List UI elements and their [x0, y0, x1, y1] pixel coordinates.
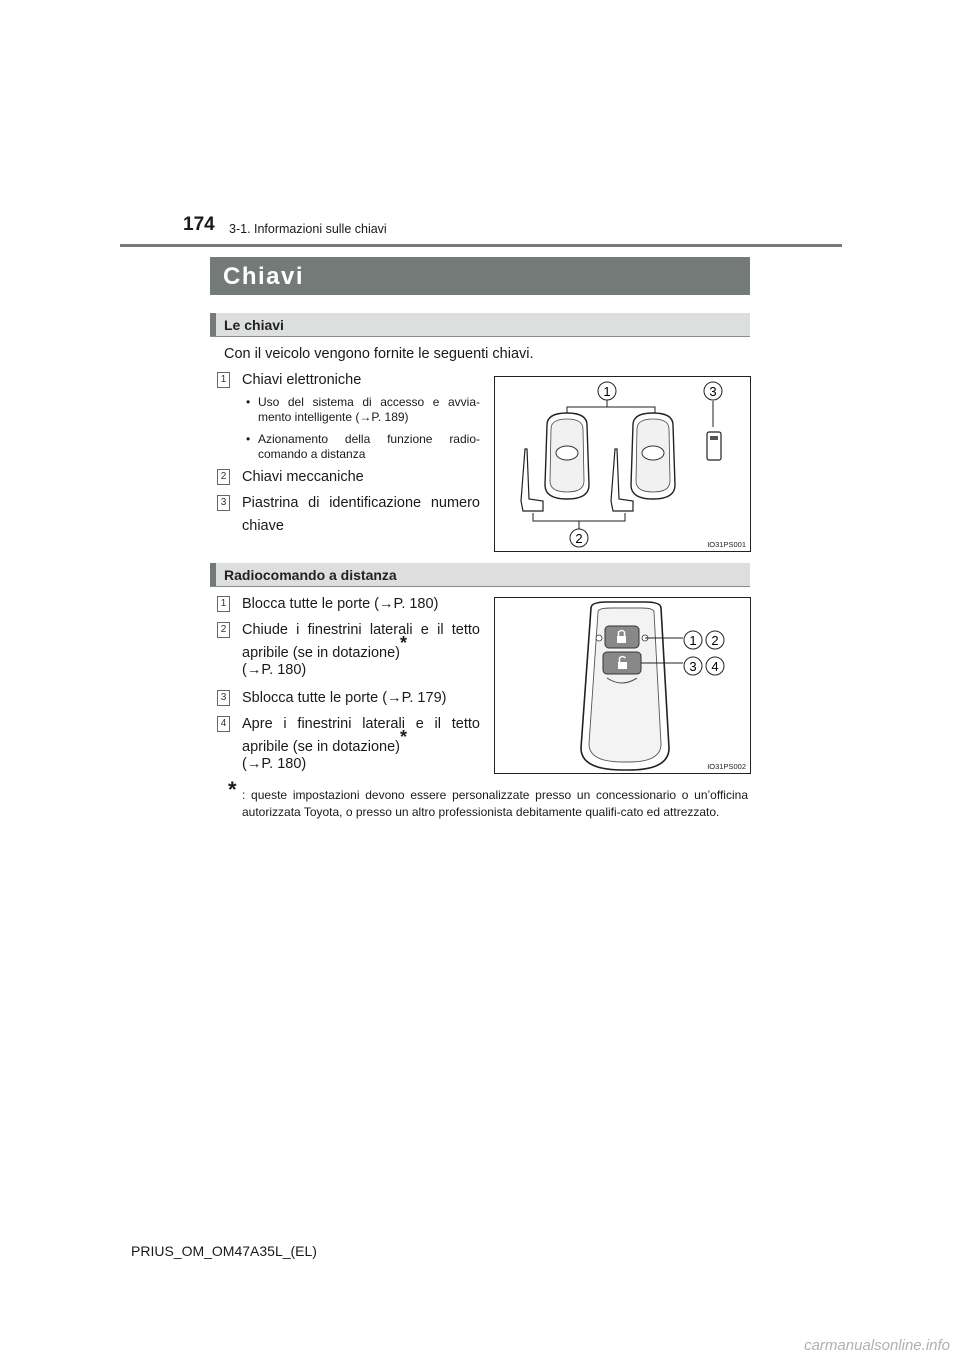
item-number: 1	[217, 596, 230, 612]
bullet-item: • Azionamento della funzione radio-comando a distanza	[246, 432, 480, 461]
callout-1: 1	[689, 633, 697, 648]
keys-figure	[494, 376, 751, 552]
subheading-accent	[210, 563, 216, 586]
item-number: 1	[217, 372, 230, 388]
bullet-text: Uso del sistema di accesso e avvia-mento intelligente (→P. 189)	[258, 395, 480, 424]
item-number: 2	[217, 469, 230, 485]
item-number: 3	[217, 690, 230, 706]
bullet-item: • Uso del sistema di accesso e avvia-mento intelligente (→P. 189)	[246, 395, 480, 424]
callout-1: 1	[603, 384, 611, 399]
item-number: 3	[217, 495, 230, 511]
item-mechanical-keys: Chiavi meccaniche	[242, 469, 364, 485]
remote-figure	[494, 597, 751, 774]
watermark: carmanualsonline.info	[804, 1337, 950, 1354]
bullet-text: Azionamento della funzione radio-comando a distanza	[258, 432, 480, 461]
item-number: 4	[217, 716, 230, 732]
asterisk-marker: *	[399, 633, 407, 654]
keys-intro: Con il veicolo vengono fornite le seguenti chiavi.	[224, 346, 534, 362]
figure-code: IO31PS001	[707, 540, 746, 549]
item-unlock-all-doors: Sblocca tutte le porte (→P. 179)	[242, 690, 447, 706]
document-id: PRIUS_OM_OM47A35L_(EL)	[131, 1243, 317, 1259]
item-number: 2	[217, 622, 230, 638]
callout-3: 3	[709, 384, 717, 399]
figure-code: IO31PS002	[707, 762, 746, 771]
callout-2: 2	[575, 531, 583, 546]
chapter-title: 3-1. Informazioni sulle chiavi	[229, 222, 387, 236]
footnote-star: *	[228, 777, 237, 802]
page-number: 174	[183, 214, 215, 235]
item-lock-all-doors: Blocca tutte le porte (→P. 180)	[242, 596, 439, 612]
subheading-remote-label: Radiocomando a distanza	[224, 567, 397, 583]
item-electronic-keys: Chiavi elettroniche	[242, 372, 362, 388]
item-close-windows-label: Chiude i finestrini laterali e il tetto apribile (se in dotazione)	[242, 622, 480, 661]
callout-2: 2	[711, 633, 719, 648]
footnote-text: : queste impostazioni devono essere personalizzate presso un concessionario o un’officina autorizzata Toyota, o presso un altro professionista debitamente qualifi-cato ed attrezzato.	[242, 788, 748, 819]
subheading-accent	[210, 313, 216, 336]
section-title: Chiavi	[223, 263, 305, 290]
subheading-keys	[210, 313, 750, 337]
callout-3: 3	[689, 659, 697, 674]
item-key-number-plate: Piastrina di identificazione numero chiave	[242, 495, 480, 534]
subheading-remote	[210, 563, 750, 587]
callout-4: 4	[711, 659, 719, 674]
keys-illustration	[495, 377, 750, 551]
page-reference: (→P. 180)	[242, 756, 307, 772]
asterisk-marker: *	[399, 727, 407, 748]
item-open-windows-label: Apre i finestrini laterali e il tetto apribile (se in dotazione)	[242, 716, 480, 755]
subheading-keys-label: Le chiavi	[224, 317, 284, 333]
remote-illustration	[495, 598, 750, 773]
header-divider	[120, 244, 842, 247]
page-reference: (→P. 180)	[242, 662, 307, 678]
